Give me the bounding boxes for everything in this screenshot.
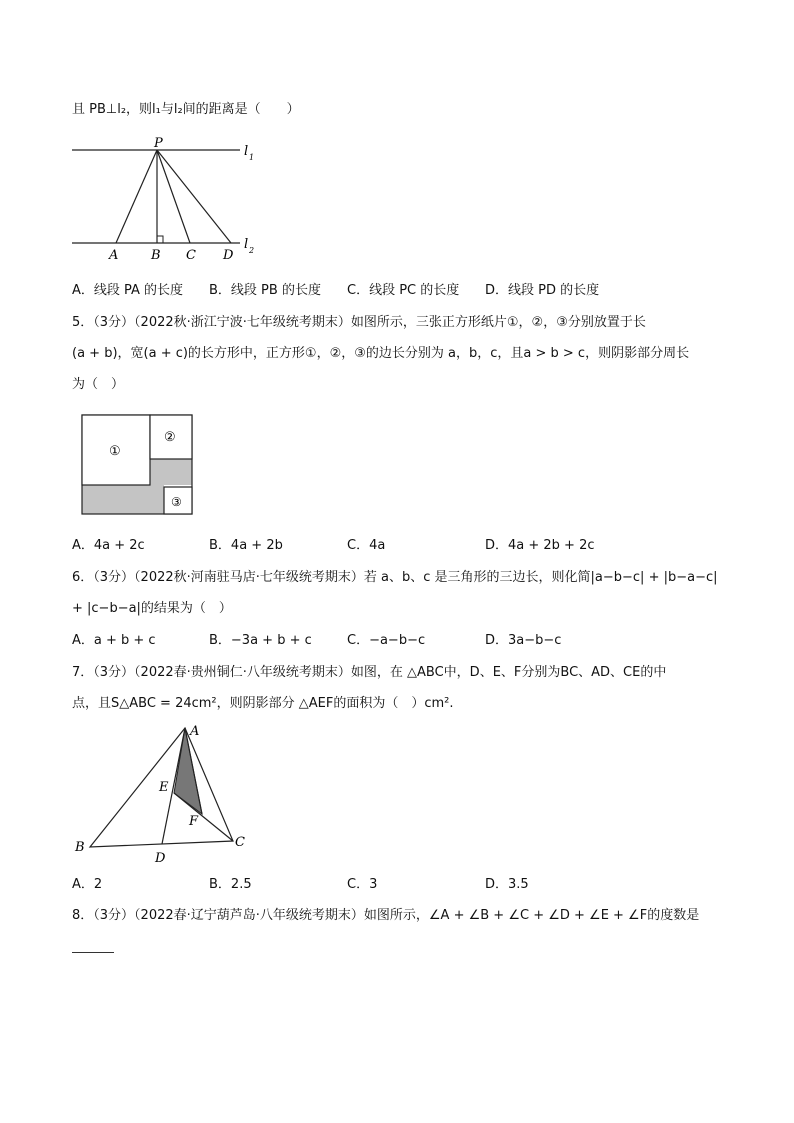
q5-option-c: C．4a xyxy=(347,538,386,553)
q4-figure xyxy=(68,136,268,266)
label-a: A xyxy=(109,248,119,263)
label-c: C xyxy=(186,248,196,263)
q6-option-d: D．3a−b−c xyxy=(485,633,562,648)
q4-option-b: B．线段 PB 的长度 xyxy=(209,283,321,298)
label-d: D xyxy=(155,851,166,866)
q7-figure xyxy=(72,720,252,868)
label-e: E xyxy=(159,780,169,795)
label-p: P xyxy=(154,136,163,151)
q5-figure xyxy=(80,413,196,519)
label-l2-sub: 2 xyxy=(249,246,255,255)
right-angle-mark xyxy=(157,236,163,243)
q6-option-a: A．a + b + c xyxy=(72,633,156,648)
q5-option-b: B．4a + 2b xyxy=(209,538,283,553)
label-l1: l xyxy=(244,144,249,159)
label-c: C xyxy=(235,835,245,850)
q4-option-c: C．线段 PC 的长度 xyxy=(347,283,460,298)
label-b: B xyxy=(75,840,85,855)
q6-option-c: C．−a−b−c xyxy=(347,633,426,648)
label-circle-3: ③ xyxy=(171,495,182,509)
q7-option-b: B．2.5 xyxy=(209,877,252,892)
segment-pc xyxy=(157,150,190,243)
segment-ec xyxy=(174,793,233,841)
label-d: D xyxy=(223,248,234,263)
label-circle-1: ① xyxy=(109,444,121,459)
q7-option-c: C．3 xyxy=(347,877,378,892)
q7-line-1: 7．（3分）（2022春·贵州铜仁·八年级统考期末）如图，在 △ABC中，D、E、F分别为BC、AD、CE的中 xyxy=(72,665,667,680)
label-l1-sub: 1 xyxy=(249,153,255,162)
segment-pd xyxy=(157,150,231,243)
q7-option-d: D．3.5 xyxy=(485,877,529,892)
q7-option-a: A．2 xyxy=(72,877,103,892)
label-f: F xyxy=(189,814,199,829)
q4-intro: 且 PB⊥l₂，则l₁与l₂间的距离是（ ） xyxy=(72,102,300,117)
q7-line-2: 点，且S△ABC = 24cm²，则阴影部分 △AEF的面积为（ ）cm². xyxy=(72,696,454,711)
q5-line-1: 5．（3分）（2022秋·浙江宁波·七年级统考期末）如图所示，三张正方形纸片①，②，③分别放置于长 xyxy=(72,315,646,330)
label-b: B xyxy=(151,248,161,263)
label-circle-2: ② xyxy=(164,430,176,445)
q4-option-d: D．线段 PD 的长度 xyxy=(485,283,600,298)
q5-option-d: D．4a + 2b + 2c xyxy=(485,538,595,553)
q5-line-2: (a + b)，宽(a + c)的长方形中，正方形①，②，③的边长分别为 a，b，c，且a > b > c，则阴影部分周长 xyxy=(72,346,690,361)
q6-line-1: 6．（3分）（2022秋·河南驻马店·七年级统考期末）若 a、b、c 是三角形的三边长，则化简|a−b−c| + |b−a−c| xyxy=(72,570,718,585)
segment-pa xyxy=(116,150,157,243)
q5-line-3: 为（ ） xyxy=(72,377,125,392)
q6-option-b: B．−3a + b + c xyxy=(209,633,312,648)
q4-option-a: A．线段 PA 的长度 xyxy=(72,283,184,298)
q6-line-2: + |c−b−a|的结果为（ ） xyxy=(72,601,232,616)
label-l2: l xyxy=(244,237,249,252)
q5-option-a: A．4a + 2c xyxy=(72,538,145,553)
q8-line-1: 8．（3分）（2022春·辽宁葫芦岛·八年级统考期末）如图所示，∠A + ∠B + ∠C + ∠D + ∠E + ∠F的度数是 xyxy=(72,908,700,923)
q8-answer-blank xyxy=(72,952,114,953)
label-a: A xyxy=(190,724,200,739)
